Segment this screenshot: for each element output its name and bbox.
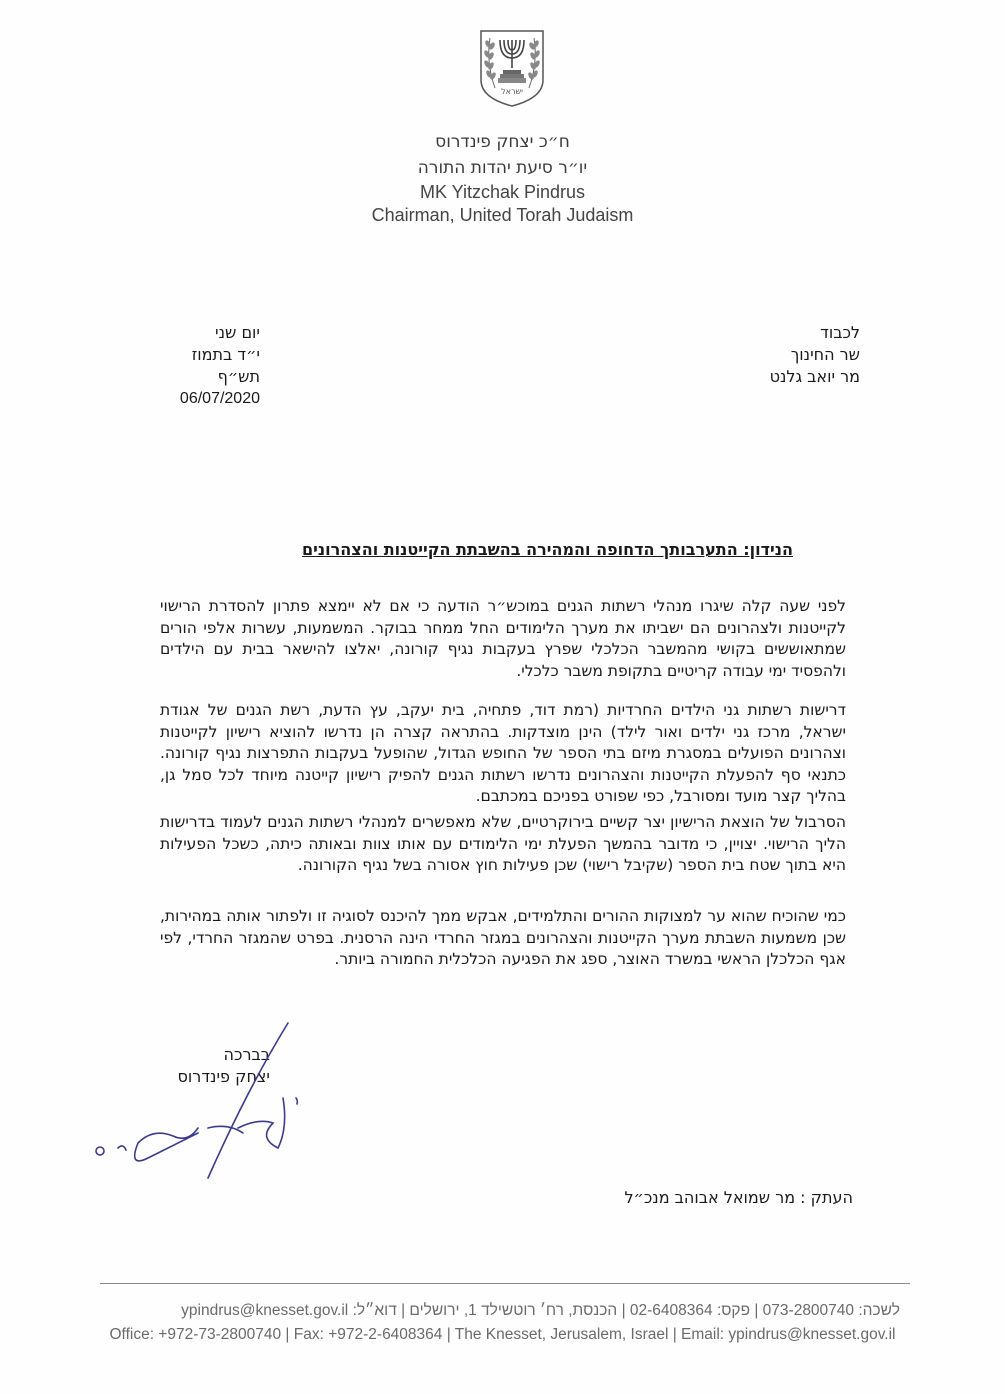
body-paragraph: לפני שעה קלה שיגרו מנהלי רשתות הגנים במוכש״ר הודעה כי אם לא יימצא פתרון להסדרת הרישוי לקייטנות ולצהרונים הם ישביתו את מערך הלימודים החל ממחר בבוקר. המשמעות, עשרות אלפי הורים שמתאוששים בקושי מהמשבר הכלכלי שפרץ בעקבות נגיף קורונה, יאלצו להישאר בבית עם הילדים ולהפסיד ימי עבודה קריטיים בתקופת משבר כלכלי. <box>160 597 846 680</box>
date-block <box>150 322 260 410</box>
weekday: יום שני <box>215 323 260 342</box>
handwritten-signature <box>78 1018 318 1188</box>
footer-contact-english: Office: +972-73-2800740 | Fax: +972-2-6408364 | The Knesset, Jerusalem, Israel | Email: ypindrus@knesset.gov.il <box>109 1326 896 1343</box>
sender-title-english: Chairman, United Torah Judaism <box>371 205 634 225</box>
state-of-israel-emblem-icon <box>477 28 547 108</box>
salutation: לכבוד <box>820 323 860 342</box>
body-paragraph: דרישות רשתות גני הילדים החרדיות (רמת דוד, פתחיה, בית יעקב, עץ הדעת, רשת הגנים של אגודת ישראל, מרכז גני ילדים ואור לילד) הינן מוצדקות. בהתראה קצרה הן נדרשו להוציא רישיון לקייטנות וצהרונים הפועלים במסגרת מיזם בתי הספר של החופש הגדול, שהופעל בעקבות התפרצות נגיף קורונה. כתנאי סף להפעלת הקייטנות והצהרונים נדרשו רשתות הגנים להפיק רישיון קייטנה מיוחד לכל סמל גן, בהליך קצר מועד ומסורבל, כפי שפורט בפניכם במכתבם. <box>160 701 846 805</box>
sender-title-hebrew: יו״ר סיעת יהדות התורה <box>417 158 588 178</box>
sender-name-english: MK Yitzchak Pindrus <box>419 182 586 202</box>
closing-greeting: בברכה <box>223 1045 270 1064</box>
sender-name-hebrew: ח״כ יצחק פינדרוס <box>435 132 570 152</box>
recipient-block <box>660 322 860 388</box>
body-paragraph: כמי שהוכיח שהוא ער למצוקות ההורים והתלמידים, אבקש ממך להיכנס לסוגיה זו ולפתור אותה במהירות, שכן משמעות השבתת מערך הקייטנות והצהרונים במגזר החרדי הינה הרסנית. בפרט שהמגזר החרדי, לפי אגף הכלכלן הראשי במשרד האוצר, ספג את הפגיעה הכלכלית החמורה ביותר. <box>160 907 846 968</box>
cc-line: העתק : מר שמואל אבוהב מנכ״ל <box>624 1188 853 1207</box>
hebrew-date: י״ד בתמוז תש״ף <box>191 345 260 386</box>
body-paragraph: הסרבול של הוצאת הרישיון יצר קשיים בירוקרטיים, שלא מאפשרים למנהלי רשתות הגנים לעמוד בדרישות הליך הרישוי. יצויין, כי מדובר בהמשך הפעלת ימי הלימודים עם אותו צוות ובאותה כיתה, כשכל הפעילות היא בתוך שטח בית הספר (שקיבל רישוי) שכן פעילות חוץ אסורה בשל נגיף הקורונה. <box>160 813 846 874</box>
subject-line: הנידון: התערבותך הדחופה והמהירה בהשבתת הקייטנות והצהרונים <box>302 540 793 559</box>
footer-contact-hebrew: לשכה: 073-2800740 | פקס: 02-6408364 | הכנסת, רח׳ רוטשילד 1, ירושלים | דוא״ל: ypindrus@knesset.gov.il <box>181 1302 900 1319</box>
footer-divider <box>100 1283 910 1284</box>
recipient-role: שר החינוך <box>790 345 860 364</box>
signer-name: יצחק פינדרוס <box>177 1067 270 1086</box>
gregorian-date: 06/07/2020 <box>179 390 260 407</box>
emblem-caption: ישראל <box>501 87 523 96</box>
recipient-name: מר יואב גלנט <box>769 367 860 386</box>
